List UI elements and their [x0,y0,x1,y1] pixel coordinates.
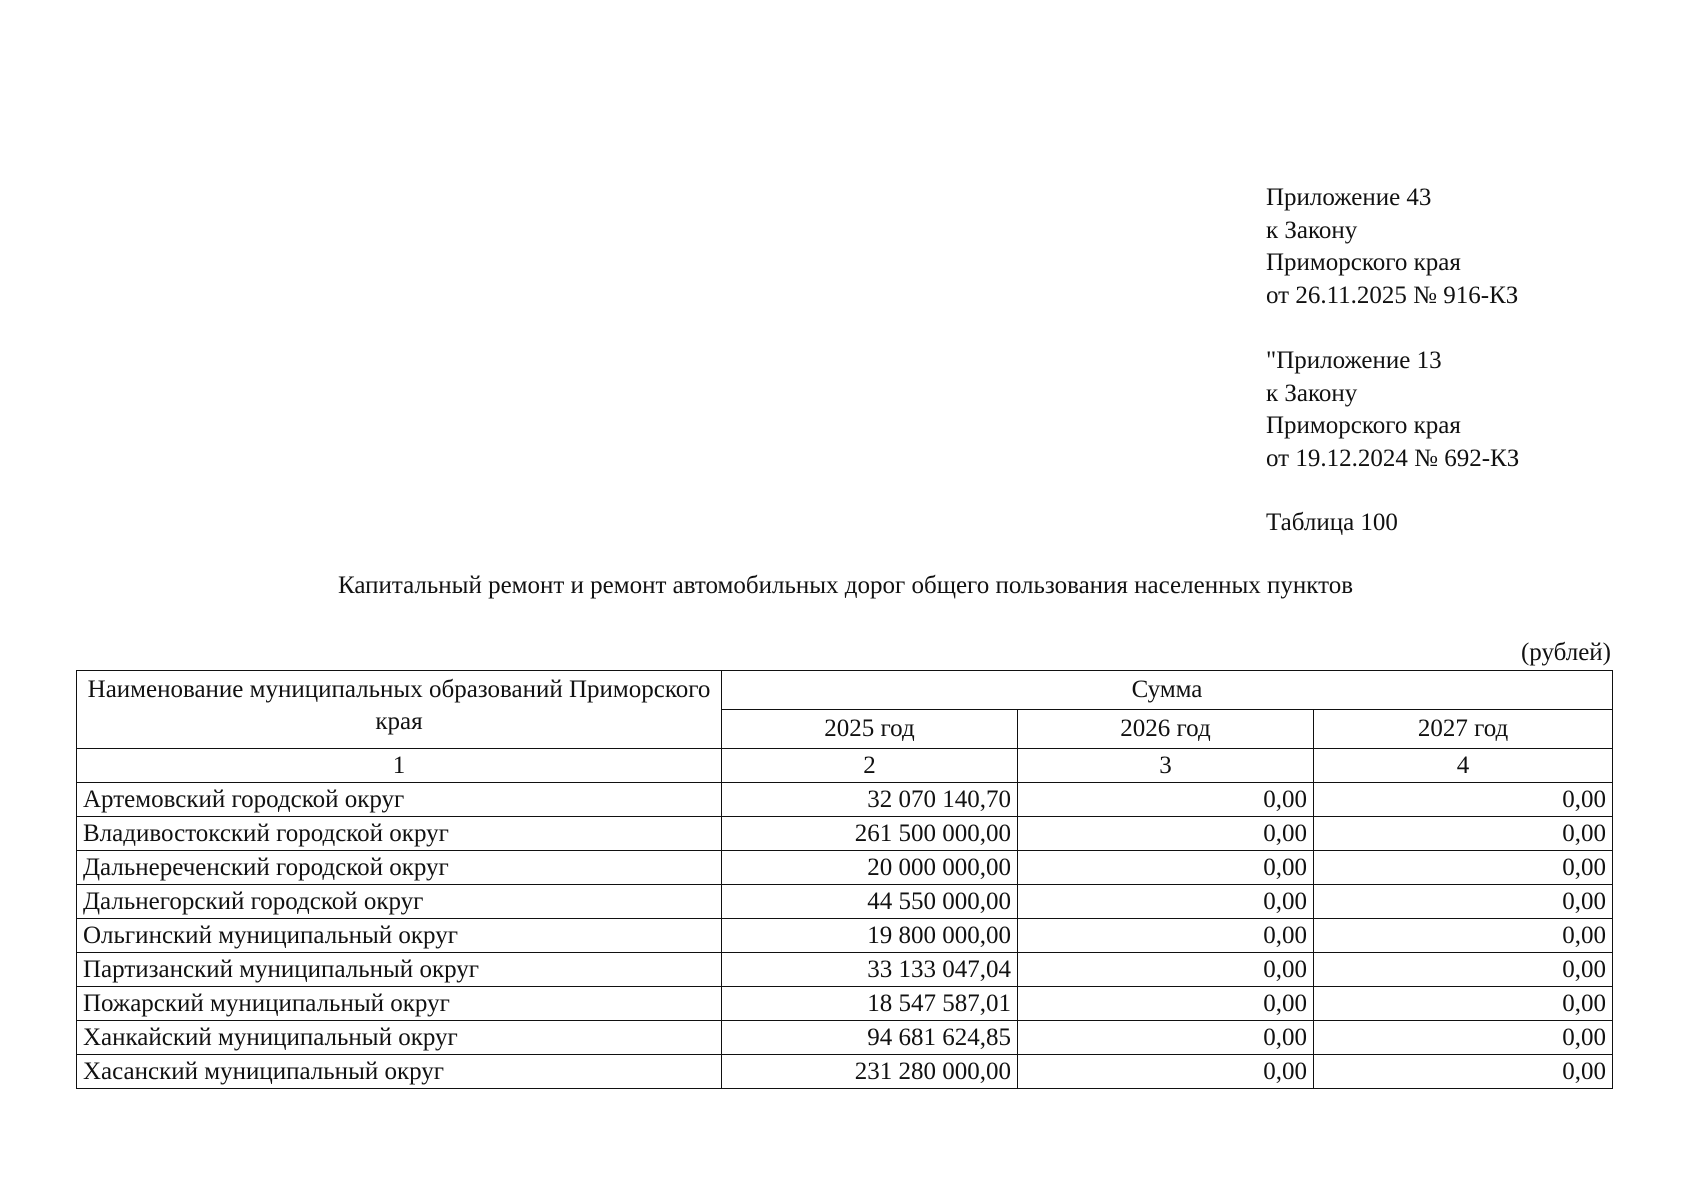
cell-municipality-name: Дальнегорский городской округ [77,885,722,919]
cell-amount-2026: 0,00 [1018,953,1314,987]
cell-municipality-name: Пожарский муниципальный округ [77,987,722,1021]
cell-amount-2026: 0,00 [1018,817,1314,851]
table-row [77,1021,1613,1055]
table-row [77,953,1613,987]
table-row [77,783,1613,817]
cell-amount-2027: 0,00 [1314,885,1613,919]
appendix-original-line-4: от 19.12.2024 № 692-КЗ [1266,444,1520,472]
column-number-1: 1 [77,749,722,783]
cell-amount-2025: 32 070 140,70 [722,783,1018,817]
cell-municipality-name: Дальнереченский городской округ [77,851,722,885]
document-title: Капитальный ремонт и ремонт автомобильных дорог общего пользования населенных пунктов [337,572,1353,599]
cell-amount-2027: 0,00 [1314,783,1613,817]
cell-amount-2027: 0,00 [1314,987,1613,1021]
column-number-4: 4 [1314,749,1613,783]
column-number-2: 2 [722,749,1018,783]
cell-amount-2026: 0,00 [1018,783,1314,817]
appendix-original-line-3: Приморского края [1266,412,1461,439]
cell-municipality-name: Артемовский городской округ [77,783,722,817]
cell-amount-2025: 94 681 624,85 [722,1021,1018,1055]
cell-amount-2025: 261 500 000,00 [722,817,1018,851]
cell-municipality-name: Ольгинский муниципальный округ [77,919,722,953]
appendix-current-line-4: от 26.11.2025 № 916-КЗ [1266,281,1519,309]
cell-amount-2027: 0,00 [1314,1021,1613,1055]
cell-amount-2026: 0,00 [1018,919,1314,953]
cell-municipality-name: Владивостокский городской округ [77,817,722,851]
appendix-current-block [1266,182,1518,312]
table-row [77,851,1613,885]
column-number-3: 3 [1018,749,1314,783]
cell-amount-2025: 44 550 000,00 [722,885,1018,919]
table-row [77,885,1613,919]
cell-amount-2025: 19 800 000,00 [722,919,1018,953]
cell-amount-2027: 0,00 [1314,817,1613,851]
cell-amount-2026: 0,00 [1018,1021,1314,1055]
budget-table [76,670,1613,1089]
cell-municipality-name: Хасанский муниципальный округ [77,1055,722,1089]
cell-amount-2025: 33 133 047,04 [722,953,1018,987]
header-municipality-name: Наименование муниципальных образований Приморского края [77,671,722,749]
header-year-2027: 2027 год [1314,710,1613,749]
table-row [77,987,1613,1021]
cell-amount-2026: 0,00 [1018,885,1314,919]
table-row [77,1055,1613,1089]
table-row [77,919,1613,953]
appendix-current-line-2: к Закону [1266,216,1358,244]
cell-amount-2025: 20 000 000,00 [722,851,1018,885]
cell-municipality-name: Партизанский муниципальный округ [77,953,722,987]
cell-municipality-name: Ханкайский муниципальный округ [77,1021,722,1055]
cell-amount-2027: 0,00 [1314,919,1613,953]
table-number: Таблица 100 [1266,509,1398,536]
cell-amount-2027: 0,00 [1314,1055,1613,1089]
appendix-original-block [1266,345,1519,475]
appendix-original-line-2: к Закону [1266,379,1358,407]
cell-amount-2027: 0,00 [1314,953,1613,987]
column-number-row [77,749,1613,783]
table-header-row-1 [77,671,1613,710]
units-label: (рублей) [1520,639,1611,666]
header-year-2025: 2025 год [722,710,1018,749]
cell-amount-2025: 18 547 587,01 [722,987,1018,1021]
cell-amount-2026: 0,00 [1018,1055,1314,1089]
cell-amount-2025: 231 280 000,00 [722,1055,1018,1089]
appendix-current-line-1: Приложение 43 [1266,184,1432,211]
appendix-original-line-1: "Приложение 13 [1266,347,1442,374]
table-row [77,817,1613,851]
cell-amount-2026: 0,00 [1018,987,1314,1021]
appendix-current-line-3: Приморского края [1266,249,1461,276]
cell-amount-2027: 0,00 [1314,851,1613,885]
cell-amount-2026: 0,00 [1018,851,1314,885]
header-sum: Сумма [722,671,1613,710]
header-year-2026: 2026 год [1018,710,1314,749]
